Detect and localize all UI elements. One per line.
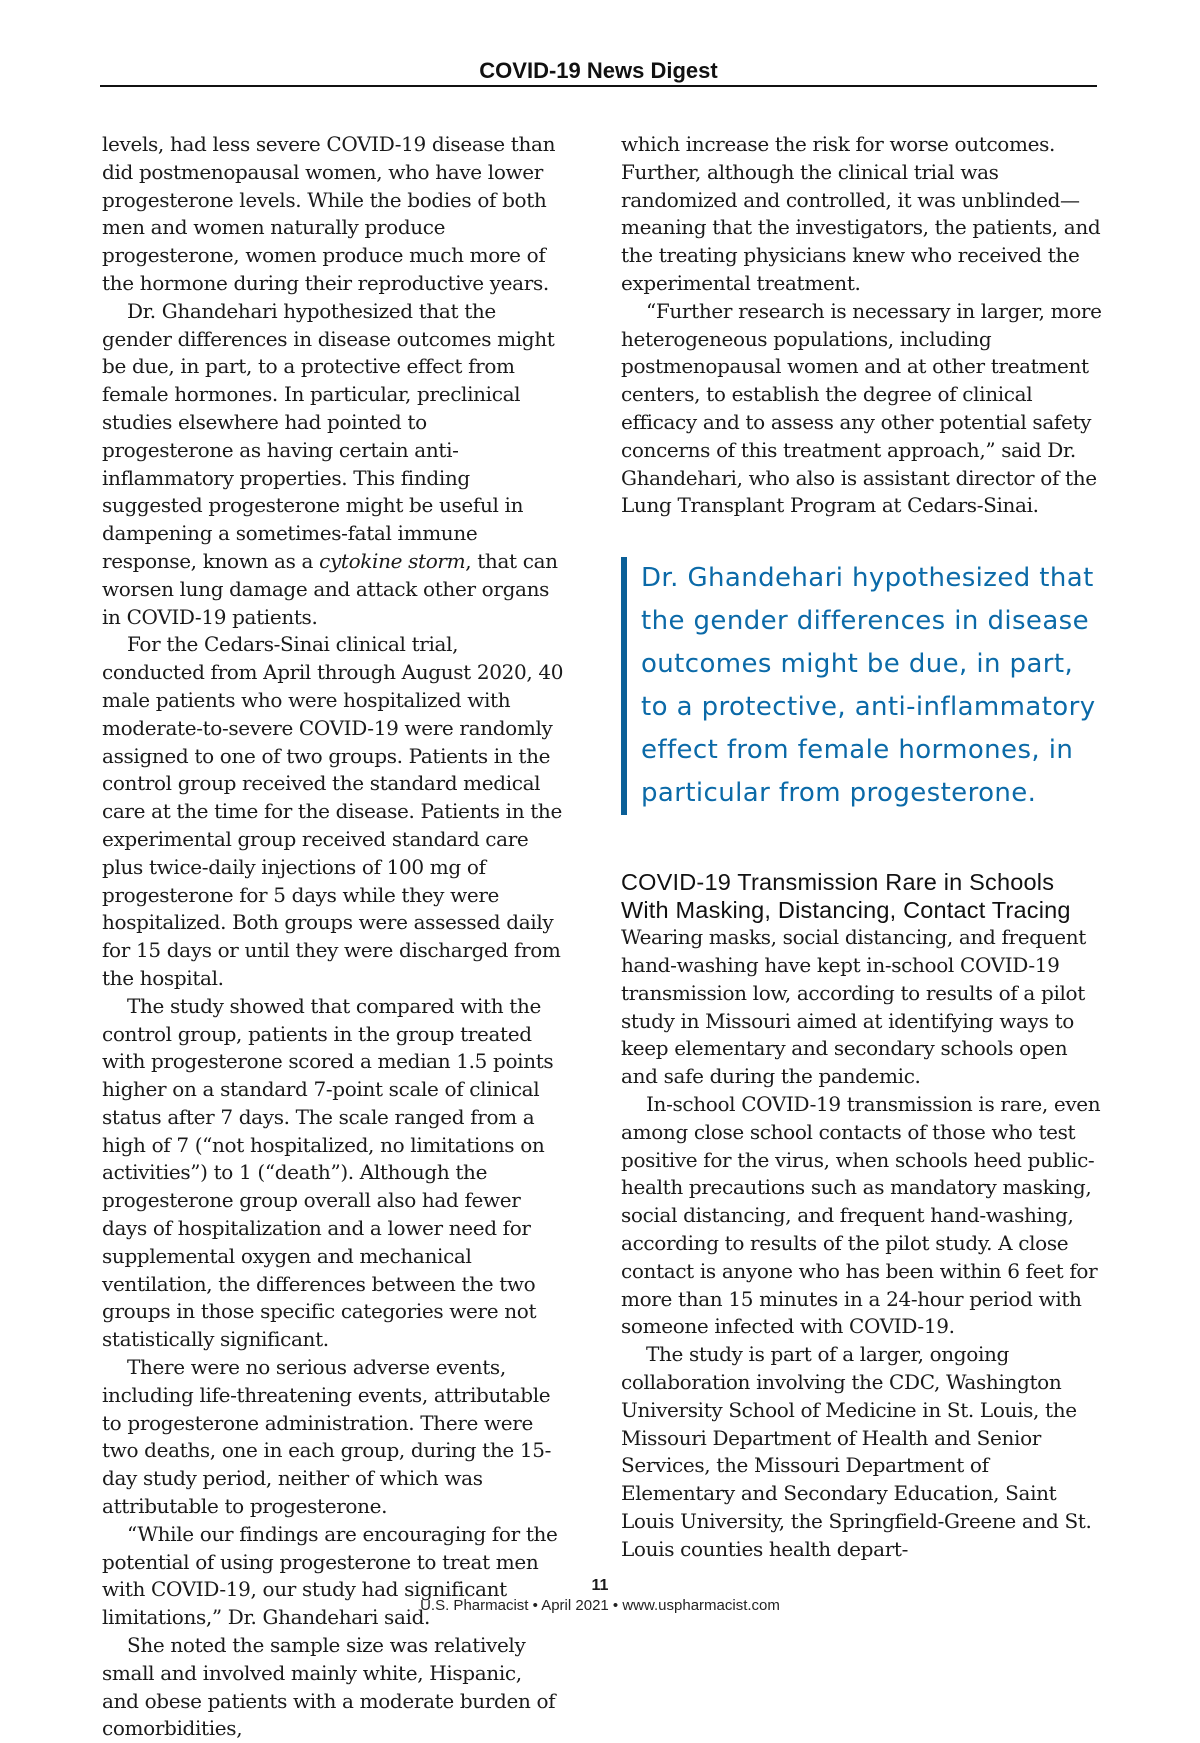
right-column <box>621 131 1105 1563</box>
paragraph: The study showed that compared with the control group, patients in the group treated with progesterone scored a median 1.5 points higher on a standard 7-point scale of clinical status after 7 days. The scale ranged from a high of 7 (“not hospitalized, no limitations on activities”) to 1 (“death”). Although the progesterone group overall also had fewer days of hospitalization and a lower need for supplemental oxygen and mechanical ventilation, the differences between the two groups in those specific categories were not statistically significant. <box>102 993 554 1352</box>
running-header <box>100 57 1097 87</box>
paragraph-text: Dr. Ghandehari hypothesized that the gender differences in disease outcomes might be due, in part, to a protective effect from female hormones. In particular, preclinical studies elsewhere had pointed to progesterone as having certain anti-inflammatory properties. This finding suggested progesterone might be useful in dampening a sometimes-fatal immune response, known as a <box>102 298 555 573</box>
paragraph: levels, had less severe COVID-19 disease than did postmenopausal women, who have lower progesterone levels. While the bodies of both men and women naturally produce progesterone, women produce much more of the hormone during their reproductive years. <box>102 132 556 295</box>
section-heading: COVID-19 Transmission Rare in Schools With Masking, Distancing, Contact Tracing <box>621 869 1071 924</box>
header-title: COVID-19 News Digest <box>479 58 718 83</box>
paragraph: which increase the risk for worse outcomes. Further, although the clinical trial was randomized and controlled, it was unblinded—meaning that the investigators, the patients, and the treating physicians knew who received the experimental treatment. <box>621 132 1101 295</box>
pull-quote-text: Dr. Ghandehari hypothesized that the gender differences in disease outcomes might be due, in part, to a protective, anti-inflammatory effect from female hormones, in particular from progesterone. <box>641 563 1096 809</box>
paragraph <box>102 298 564 632</box>
paragraph: The study is part of a larger, ongoing collaboration involving the CDC, Washington University School of Medicine in St. Louis, the Missouri Department of Health and Senior Services, the Missouri Department of Elementary and Secondary Education, Saint Louis University, the Springfield-Greene and St. Louis counties health depart- <box>621 1342 1092 1561</box>
pull-quote <box>621 557 1105 815</box>
paragraph: In-school COVID-19 transmission is rare, even among close school contacts of those who test positive for the virus, when schools heed public-health precautions such as mandatory masking, social distancing, and frequent hand-washing, according to results of the pilot study. A close contact is anyone who has been within 6 feet for more than 15 minutes in a 24-hour period with someone infected with COVID-19. <box>621 1091 1101 1339</box>
paragraph: Wearing masks, social distancing, and frequent hand-washing have kept in-school COVID-19 transmission low, according to results of a pilot study in Missouri aimed at identifying ways to keep elementary and secondary schools open and safe during the pandemic. <box>621 925 1086 1089</box>
paragraph-text: , that can worsen lung damage and attack other organs in COVID-19 patients. <box>102 548 558 629</box>
paragraph: “Further research is necessary in larger, more heterogeneous populations, including postmenopausal women and at other treatment centers, to establish the degree of clinical efficacy and to assess any other potential safety concerns of this treatment approach,” said Dr. Ghandehari, who also is assistant director of the Lung Transplant Program at Cedars-Sinai. <box>621 298 1102 518</box>
publication-info: U.S. Pharmacist • April 2021 • www.uspharmacist.com <box>420 1597 780 1614</box>
paragraph: She noted the sample size was relatively small and involved mainly white, Hispanic, and obese patients with a moderate burden of comorbidities, <box>102 1633 556 1741</box>
paragraph: There were no serious adverse events, including life-threatening events, attributable to progesterone administration. There were two deaths, one in each group, during the 15-day study period, neither of which was attributable to progesterone. <box>102 1355 552 1519</box>
left-column <box>102 131 564 1743</box>
paragraph: “While our findings are encouraging for the potential of using progesterone to treat men with COVID-19, our study had significant limitations,” Dr. Ghandehari said. <box>102 1521 558 1630</box>
paragraph: For the Cedars-Sinai clinical trial, conducted from April through August 2020, 40 male patients who were hospitalized with moderate-to-severe COVID-19 were randomly assigned to one of two groups. Patients in the control group received the standard medical care at the time for the disease. Patients in the experimental group received standard care plus twice-daily injections of 100 mg of progesterone for 5 days while they were hospitalized. Both groups were assessed daily for 15 days or until they were discharged from the hospital. <box>102 632 564 990</box>
italic-term: cytokine storm <box>319 548 466 573</box>
page-number: 11 <box>591 1577 609 1594</box>
